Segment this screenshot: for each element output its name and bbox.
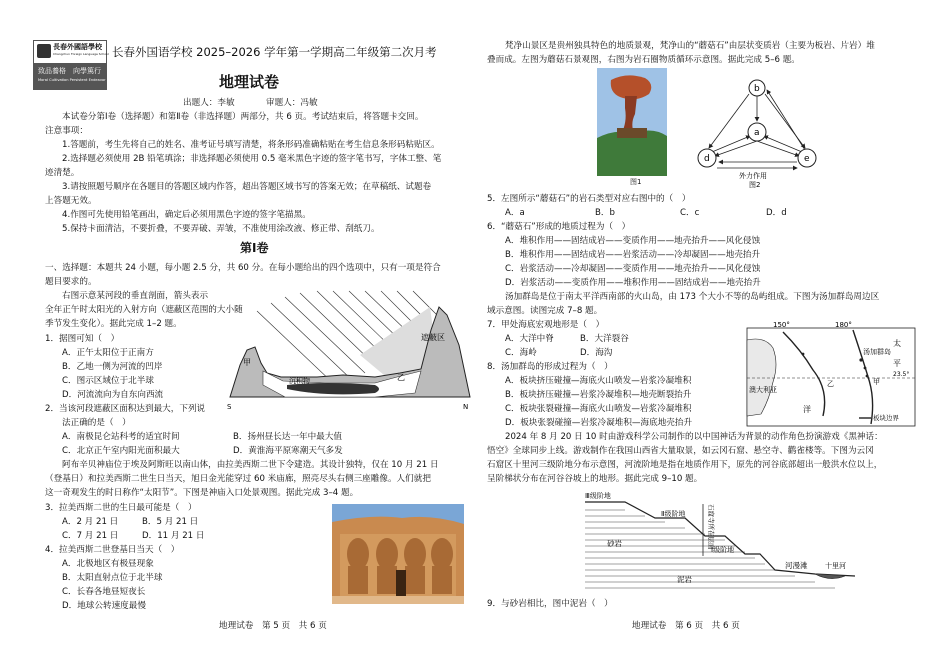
passage-3-line-1: 梵净山景区是贵州独具特色的地质景观，梵净山的“蘑菇石”由层状变质岩（主要为板岩、片岩）堆 bbox=[505, 41, 875, 51]
label-cave-layer: 石窟寺所在层面 bbox=[707, 504, 715, 550]
lat-label: 23.5° bbox=[893, 371, 910, 378]
label-pacific-1: 太 bbox=[893, 339, 901, 348]
q2-option-a[interactable]: A．南极昆仑站科考的适宜时间 bbox=[62, 432, 180, 442]
q2-option-d[interactable]: D．黄淮海平原寒潮天气多发 bbox=[233, 446, 343, 456]
q3-option-d[interactable]: D．11 月 21 日 bbox=[142, 531, 205, 541]
q5-option-a[interactable]: A．a bbox=[505, 208, 525, 218]
node-a-label: a bbox=[754, 128, 760, 138]
notice-item-4: 4.作图可先使用铅笔画出，确定后必须用黑色字迹的签字笔描黑。 bbox=[62, 210, 311, 220]
node-b-label: b bbox=[754, 84, 760, 94]
q8-option-d[interactable]: D．板块张裂碰撞—岩浆冷凝堆积—海底地壳抬升 bbox=[505, 418, 693, 428]
label-terrace-1: Ⅰ级阶地 bbox=[711, 546, 735, 554]
passage-2-line-3: 这一奇观发生的时日称作“太阳节”。下图是神庙入口处景观图。据此完成 3–4 题。 bbox=[45, 488, 359, 498]
node-d-label: d bbox=[704, 154, 710, 164]
notice-item-2-cont: 迹清楚。 bbox=[45, 168, 80, 178]
label-river: 十里河 bbox=[825, 562, 846, 570]
q1-option-c[interactable]: C．图示区域位于北半球 bbox=[62, 376, 154, 386]
school-logo bbox=[33, 40, 107, 90]
notice-item-2: 2.选择题必须使用 2B 铅笔填涂；非选择题必须使用 0.5 毫米黑色字迹的签字笔书写，字体工整、笔 bbox=[62, 154, 442, 164]
passage-4-line-1: 汤加群岛是位于南太平洋西南部的火山岛，由 173 个大小不等的岛屿组成。下图为汤加群岛周边区 bbox=[505, 292, 880, 302]
passage-5-line-3: 石窟区十里河三级阶地分布示意图，河流阶地是指在地质作用下，原先的河谷底部超出一般洪水位以上， bbox=[487, 460, 883, 470]
passage-1-line-3: 季节发生变化）。据此完成 1–2 题。 bbox=[45, 319, 182, 329]
river-profile-figure bbox=[225, 285, 475, 413]
q2-stem: 2．当该河段遮蔽区面积达到最大，下列说 bbox=[45, 404, 206, 414]
q8-option-c[interactable]: C．板块张裂碰撞—海底火山喷发—岩浆冷凝堆积 bbox=[505, 404, 692, 414]
q1-option-b[interactable]: B．乙地一侧为河流的凹岸 bbox=[62, 362, 163, 372]
q8-stem: 8．汤加群岛的形成过程为（ ） bbox=[487, 362, 613, 372]
q2-stem-cont: 法正确的是（ ） bbox=[62, 418, 131, 428]
q3-option-a[interactable]: A．2 月 21 日 bbox=[62, 517, 119, 527]
passage-4-line-2: 域示意图。读图完成 7–8 题。 bbox=[487, 306, 603, 316]
right-page bbox=[475, 0, 950, 672]
q4-option-b[interactable]: B．太阳直射点位于北半球 bbox=[62, 573, 163, 583]
q5-option-d[interactable]: D．d bbox=[766, 208, 787, 218]
reviewer: 审题人：冯敏 bbox=[266, 98, 318, 108]
passage-5-line-2: 悟空》全球同步上线。游戏制作在我国山西省大量取景，如云冈石窟、悬空寺、鹳雀楼等。下图为云冈 bbox=[487, 446, 874, 456]
fig1-label: 图1 bbox=[630, 178, 642, 186]
q7-option-a[interactable]: A．大洋中脊 bbox=[505, 334, 554, 344]
q7-option-c[interactable]: C．海岭 bbox=[505, 348, 537, 358]
q6-stem: 6．“蘑菇石”形成的地质过程为（ ） bbox=[487, 222, 631, 232]
subject-title: 地理试卷 bbox=[219, 73, 280, 91]
label-yi: 乙 bbox=[397, 373, 405, 382]
outer-force-label: 外力作用 bbox=[739, 172, 767, 180]
q7-option-d[interactable]: D．海沟 bbox=[580, 348, 613, 358]
passage-2-line-2: （登基日）和拉美西斯二世生日当天，旭日金光能穿过 60 米庙廊，照亮尽头右侧三座雕像。人们就把 bbox=[45, 474, 431, 484]
passage-5-line-1: 2024 年 8 月 20 日 10 时由游戏科学公司制作的以中国神话为背景的动作角色扮演游戏《黑神话： bbox=[505, 432, 883, 442]
logo-name-en: Changchun Foreign Language School bbox=[53, 52, 109, 56]
notice-item-3-cont: 上答题无效。 bbox=[45, 196, 97, 206]
q4-option-c[interactable]: C．长春各地昼短夜长 bbox=[62, 587, 146, 597]
q1-option-a[interactable]: A．正午太阳位于正南方 bbox=[62, 348, 154, 358]
q6-option-a[interactable]: A．堆积作用——固结成岩——变质作用——地壳抬升——风化侵蚀 bbox=[505, 236, 761, 246]
logo-name-cn: 長春外國語學校 bbox=[53, 43, 102, 51]
label-north: N bbox=[463, 403, 469, 411]
q3-stem: 3．拉美西斯二世的生日最可能是（ ） bbox=[45, 503, 197, 513]
logo-emblem bbox=[37, 44, 51, 58]
exam-title: 长春外国语学校 2025–2026 学年第一学期高二年级第二次月考 bbox=[112, 45, 437, 59]
river-terrace-diagram bbox=[585, 490, 855, 598]
abu-simbel-photo bbox=[332, 504, 464, 604]
label-sandstone: 砂岩 bbox=[607, 539, 622, 548]
q6-option-b[interactable]: B．堆积作用——固结成岩——岩浆活动——冷却凝固——地壳抬升 bbox=[505, 250, 761, 260]
notice-label: 注意事项： bbox=[45, 126, 88, 136]
legend-label: 板块边界 bbox=[873, 414, 899, 422]
passage-5-line-4: 呈阶梯状分布在河谷谷坡上的地形。据此完成 9–10 题。 bbox=[487, 474, 703, 484]
part1-title: 第Ⅰ卷 bbox=[240, 241, 269, 255]
label-tonga: 汤加群岛 bbox=[863, 348, 891, 356]
label-sediment: 沉积物 bbox=[289, 377, 310, 385]
rock-cycle-diagram bbox=[697, 76, 827, 188]
q7-option-b[interactable]: B．大洋裂谷 bbox=[580, 334, 629, 344]
label-pacific-2: 平 bbox=[893, 359, 901, 368]
q4-stem: 4．拉美西斯二世登基日当天（ ） bbox=[45, 545, 180, 555]
footer-right: 地理试卷 第 6 页 共 6 页 bbox=[632, 621, 740, 631]
q4-option-d[interactable]: D．地球公转速度最慢 bbox=[62, 601, 146, 611]
q6-option-c[interactable]: C．岩浆活动——冷却凝固——变质作用——地壳抬升——风化侵蚀 bbox=[505, 264, 761, 274]
q2-option-b[interactable]: B．扬州昼长达一年中最大值 bbox=[233, 432, 343, 442]
mc-instructions: 一、选择题：本题共 24 小题，每小题 2.5 分，共 60 分。在每小题给出的四个选项中，只有一项是符合 bbox=[45, 263, 441, 273]
label-jia: 甲 bbox=[873, 378, 880, 386]
lon-180: 180° bbox=[835, 321, 852, 329]
q5-option-b[interactable]: B．b bbox=[595, 208, 615, 218]
passage-1-line-1: 右图示意某河段的垂直剖面，箭头表示 bbox=[62, 291, 209, 301]
label-terrace-3: Ⅲ级阶地 bbox=[585, 492, 611, 500]
label-shade: 遮蔽区 bbox=[421, 333, 445, 342]
instructions-intro: 本试卷分第Ⅰ卷（选择题）和第Ⅱ卷（非选择题）两部分，共 6 页。考试结束后，将答题卡交回。 bbox=[62, 112, 424, 122]
label-jia: 甲 bbox=[243, 358, 251, 367]
passage-3-line-2: 叠而成。左图为蘑菇石景观图，右图为岩石圈物质循环示意图。据此完成 5–6 题。 bbox=[487, 55, 800, 65]
label-south: S bbox=[227, 403, 232, 411]
tonga-map bbox=[743, 320, 921, 430]
footer-left: 地理试卷 第 5 页 共 6 页 bbox=[219, 621, 327, 631]
label-australia: 澳大利亚 bbox=[749, 386, 777, 394]
passage-1-line-2: 全年正午时太阳光的入射方向（遮蔽区范围的大小随 bbox=[45, 305, 243, 315]
q1-option-d[interactable]: D．河流流向为自东向西流 bbox=[62, 390, 164, 400]
label-pacific-3: 洋 bbox=[803, 405, 811, 414]
label-terrace-2: Ⅱ级阶地 bbox=[661, 510, 686, 518]
q2-option-c[interactable]: C．北京正午室内阳光面积最大 bbox=[62, 446, 180, 456]
notice-item-3: 3.请按照题号顺序在各题目的答题区域内作答，超出答题区域书写的答案无效；在草稿纸、试题卷 bbox=[62, 182, 432, 192]
label-yi: 乙 bbox=[827, 380, 834, 388]
q3-option-c[interactable]: C．7 月 21 日 bbox=[62, 531, 119, 541]
notice-item-5: 5.保持卡面清洁，不要折叠，不要弄破、弄皱，不准使用涂改液、修正带、刮纸刀。 bbox=[62, 224, 380, 234]
notice-item-1: 1.答题前，考生先将自己的姓名、准考证号填写清楚，将条形码准确粘贴在考生信息条形码粘贴区。 bbox=[62, 140, 440, 150]
label-floodplain: 河漫滩 bbox=[785, 561, 808, 570]
label-mudstone: 泥岩 bbox=[677, 575, 692, 584]
node-e-label: e bbox=[804, 154, 810, 164]
logo-motto-cn: 致品養格 向學篤行 bbox=[38, 67, 101, 75]
q7-stem: 7．甲处海底宏观地形是（ ） bbox=[487, 320, 605, 330]
q8-option-b[interactable]: B．板块挤压碰撞—岩浆冷凝堆积—地壳断裂抬升 bbox=[505, 390, 692, 400]
q5-stem: 5．左图所示“蘑菇石”的岩石类型对应右图中的（ ） bbox=[487, 194, 691, 204]
passage-2-line-1: 阿布辛贝神庙位于埃及阿斯旺以南山体，由拉美西斯二世下令建造。其设计独特，仅在 10 月 21 日 bbox=[62, 460, 439, 470]
terrain-profile bbox=[585, 502, 855, 576]
fig2-label: 图2 bbox=[749, 181, 761, 188]
lon-150: 150° bbox=[773, 321, 790, 329]
q8-option-a[interactable]: A．板块挤压碰撞—海底火山喷发—岩浆冷凝堆积 bbox=[505, 376, 692, 386]
q9-stem: 9．与砂岩相比，图中泥岩（ ） bbox=[487, 599, 613, 609]
q6-option-d[interactable]: D．岩浆活动——变质作用——堆积作用——固结成岩——地壳抬升 bbox=[505, 278, 761, 288]
q4-option-a[interactable]: A．北极地区有极昼现象 bbox=[62, 559, 154, 569]
q5-option-c[interactable]: C．c bbox=[680, 208, 700, 218]
mushroom-rock-photo bbox=[597, 68, 667, 176]
mc-instructions-cont: 题目要求的。 bbox=[45, 277, 97, 287]
logo-motto-en: Moral Cultivation Persistent Endeavor bbox=[38, 78, 106, 82]
setter: 出题人：李敏 bbox=[183, 98, 235, 108]
q1-stem: 1．据图可知（ ） bbox=[45, 334, 120, 344]
q3-option-b[interactable]: B．5 月 21 日 bbox=[142, 517, 199, 527]
